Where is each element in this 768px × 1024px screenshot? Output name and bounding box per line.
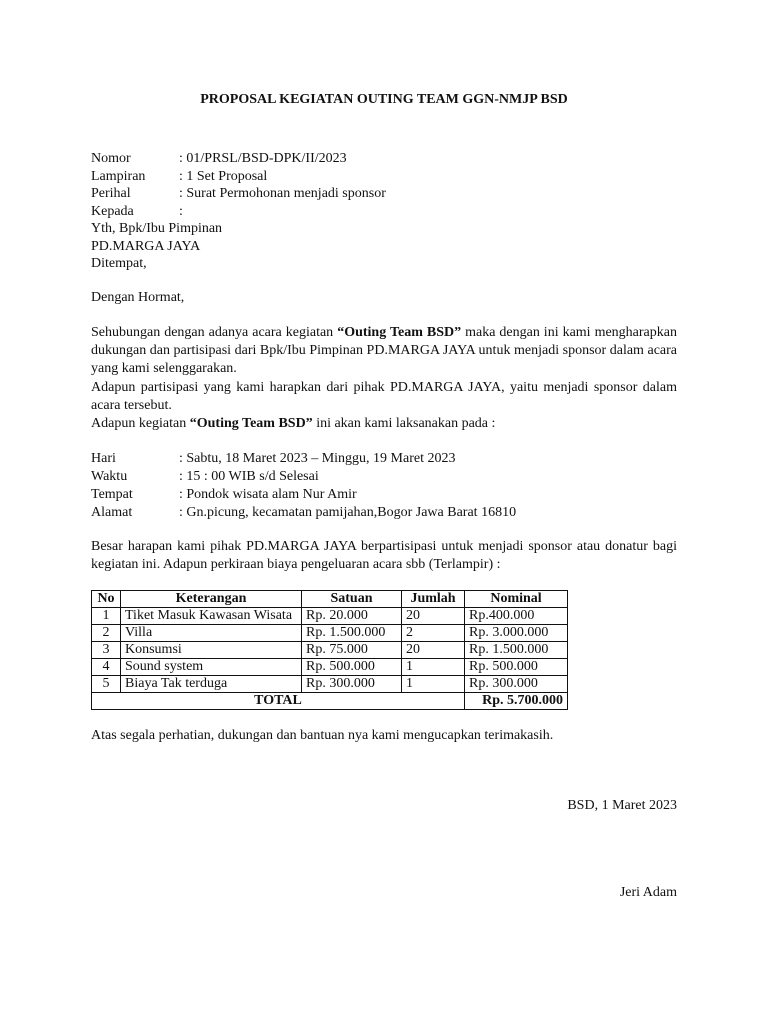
- event-value: : Gn.picung, kecamatan pamijahan,Bogor Jawa Barat 16810: [179, 505, 517, 520]
- table-row: [92, 608, 568, 625]
- meta-value: : Surat Permohonan menjadi sponsor: [179, 186, 386, 201]
- recipient-block: [91, 220, 222, 273]
- cell-jumlah: 1: [402, 659, 465, 676]
- closing-thanks: Atas segala perhatian, dukungan dan bantuan nya kami mengucapkan terimakasih.: [91, 728, 554, 743]
- paragraph-text: Sehubungan dengan adanya acara kegiatan: [91, 325, 338, 340]
- event-label: Hari: [91, 451, 116, 466]
- cell-no: 2: [92, 625, 121, 642]
- paragraph-text: ini akan kami laksanakan pada :: [312, 416, 496, 432]
- meta-row-nomor: [91, 150, 386, 168]
- cell-nominal: Rp. 3.000.000: [465, 625, 568, 642]
- meta-row-lampiran: [91, 168, 386, 186]
- cell-jumlah: 20: [402, 642, 465, 659]
- paragraph-intro: [91, 324, 677, 379]
- meta-row-perihal: [91, 185, 386, 203]
- document-title: PROPOSAL KEGIATAN OUTING TEAM GGN-NMJP BSD: [200, 92, 568, 107]
- cell-no: 3: [92, 642, 121, 659]
- cell-keterangan: Tiket Masuk Kawasan Wisata: [121, 608, 302, 625]
- recipient-line: Yth, Bpk/Ibu Pimpinan: [91, 221, 223, 236]
- cell-nominal: Rp. 1.500.000: [465, 642, 568, 659]
- cell-keterangan: Sound system: [121, 659, 302, 676]
- cell-keterangan: Konsumsi: [121, 642, 302, 659]
- column-header: Jumlah: [402, 591, 465, 608]
- paragraph-text: Adapun kegiatan: [91, 416, 190, 432]
- column-header: Keterangan: [121, 591, 302, 608]
- recipient-line: PD.MARGA JAYA: [91, 238, 201, 254]
- meta-value: : 1 Set Proposal: [179, 168, 268, 184]
- greeting: Dengan Hormat,: [91, 290, 185, 305]
- event-value: : Sabtu, 18 Maret 2023 – Minggu, 19 Maret 2023: [179, 451, 456, 466]
- event-value: : Pondok wisata alam Nur Amir: [179, 487, 357, 502]
- table-row: [92, 642, 568, 659]
- meta-label: Kepada: [91, 203, 134, 219]
- event-row-alamat: [91, 504, 516, 522]
- cell-nominal: Rp.400.000: [465, 608, 568, 625]
- cell-satuan: Rp. 300.000: [302, 676, 402, 693]
- cell-satuan: Rp. 75.000: [302, 642, 402, 659]
- cell-jumlah: 1: [402, 676, 465, 693]
- place-date: BSD, 1 Maret 2023: [567, 798, 677, 813]
- meta-label: Perihal: [91, 186, 131, 201]
- column-header: No: [92, 591, 121, 608]
- cell-jumlah: 20: [402, 608, 465, 625]
- recipient-line: Ditempat,: [91, 256, 147, 271]
- event-row-hari: [91, 450, 516, 468]
- signer-name: Jeri Adam: [619, 885, 677, 900]
- cost-table: [91, 590, 568, 710]
- cell-satuan: Rp. 20.000: [302, 608, 402, 625]
- cell-keterangan: Villa: [121, 625, 302, 642]
- event-label: Tempat: [91, 487, 133, 502]
- letter-meta: [91, 150, 386, 220]
- cell-jumlah: 2: [402, 625, 465, 642]
- event-details: [91, 450, 516, 522]
- meta-row-kepada: [91, 203, 386, 221]
- cell-keterangan: Biaya Tak terduga: [121, 676, 302, 693]
- meta-label: Lampiran: [91, 168, 146, 184]
- body-paragraphs: [91, 324, 677, 433]
- table-header-row: [92, 591, 568, 608]
- table-total-row: [92, 693, 568, 710]
- event-row-tempat: [91, 486, 516, 504]
- event-value: : 15 : 00 WIB s/d Selesai: [179, 469, 319, 484]
- column-header: Satuan: [302, 591, 402, 608]
- cell-no: 1: [92, 608, 121, 625]
- column-header: Nominal: [465, 591, 568, 608]
- cell-nominal: Rp. 300.000: [465, 676, 568, 693]
- meta-value: :: [179, 203, 183, 219]
- total-value: Rp. 5.700.000: [465, 693, 568, 710]
- paragraph-participation: Adapun partisipasi yang kami harapkan dari pihak PD.MARGA JAYA, yaitu menjadi sponsor dalam acara tersebut.: [91, 379, 677, 413]
- event-name: “Outing Team BSD”: [189, 416, 313, 432]
- cell-satuan: Rp. 1.500.000: [302, 625, 402, 642]
- table-row: [92, 625, 568, 642]
- table-row: [92, 676, 568, 693]
- cell-no: 5: [92, 676, 121, 693]
- meta-label: Nomor: [91, 151, 131, 166]
- cell-no: 4: [92, 659, 121, 676]
- paragraph-text: maka dengan ini kami mengharapkan dukungan dan partisipasi dari Bpk/Ibu Pimpinan PD.MARGA JAYA untuk menjadi sponsor dalam acara yang kami selenggarakan.: [91, 325, 677, 377]
- event-label: Waktu: [91, 469, 128, 484]
- cell-satuan: Rp. 500.000: [302, 659, 402, 676]
- event-label: Alamat: [91, 505, 133, 520]
- paragraph-schedule-intro: [91, 415, 677, 433]
- cell-nominal: Rp. 500.000: [465, 659, 568, 676]
- total-label: TOTAL: [92, 693, 465, 710]
- meta-value: : 01/PRSL/BSD-DPK/II/2023: [179, 151, 347, 166]
- table-row: [92, 659, 568, 676]
- event-name: “Outing Team BSD”: [337, 325, 462, 340]
- paragraph-cost-intro: Besar harapan kami pihak PD.MARGA JAYA berpartisipasi untuk menjadi sponsor atau donatur bagi kegiatan ini. Adapun perkiraan biaya pengeluaran acara sbb (Terlampir) :: [91, 539, 677, 573]
- event-row-waktu: [91, 468, 516, 486]
